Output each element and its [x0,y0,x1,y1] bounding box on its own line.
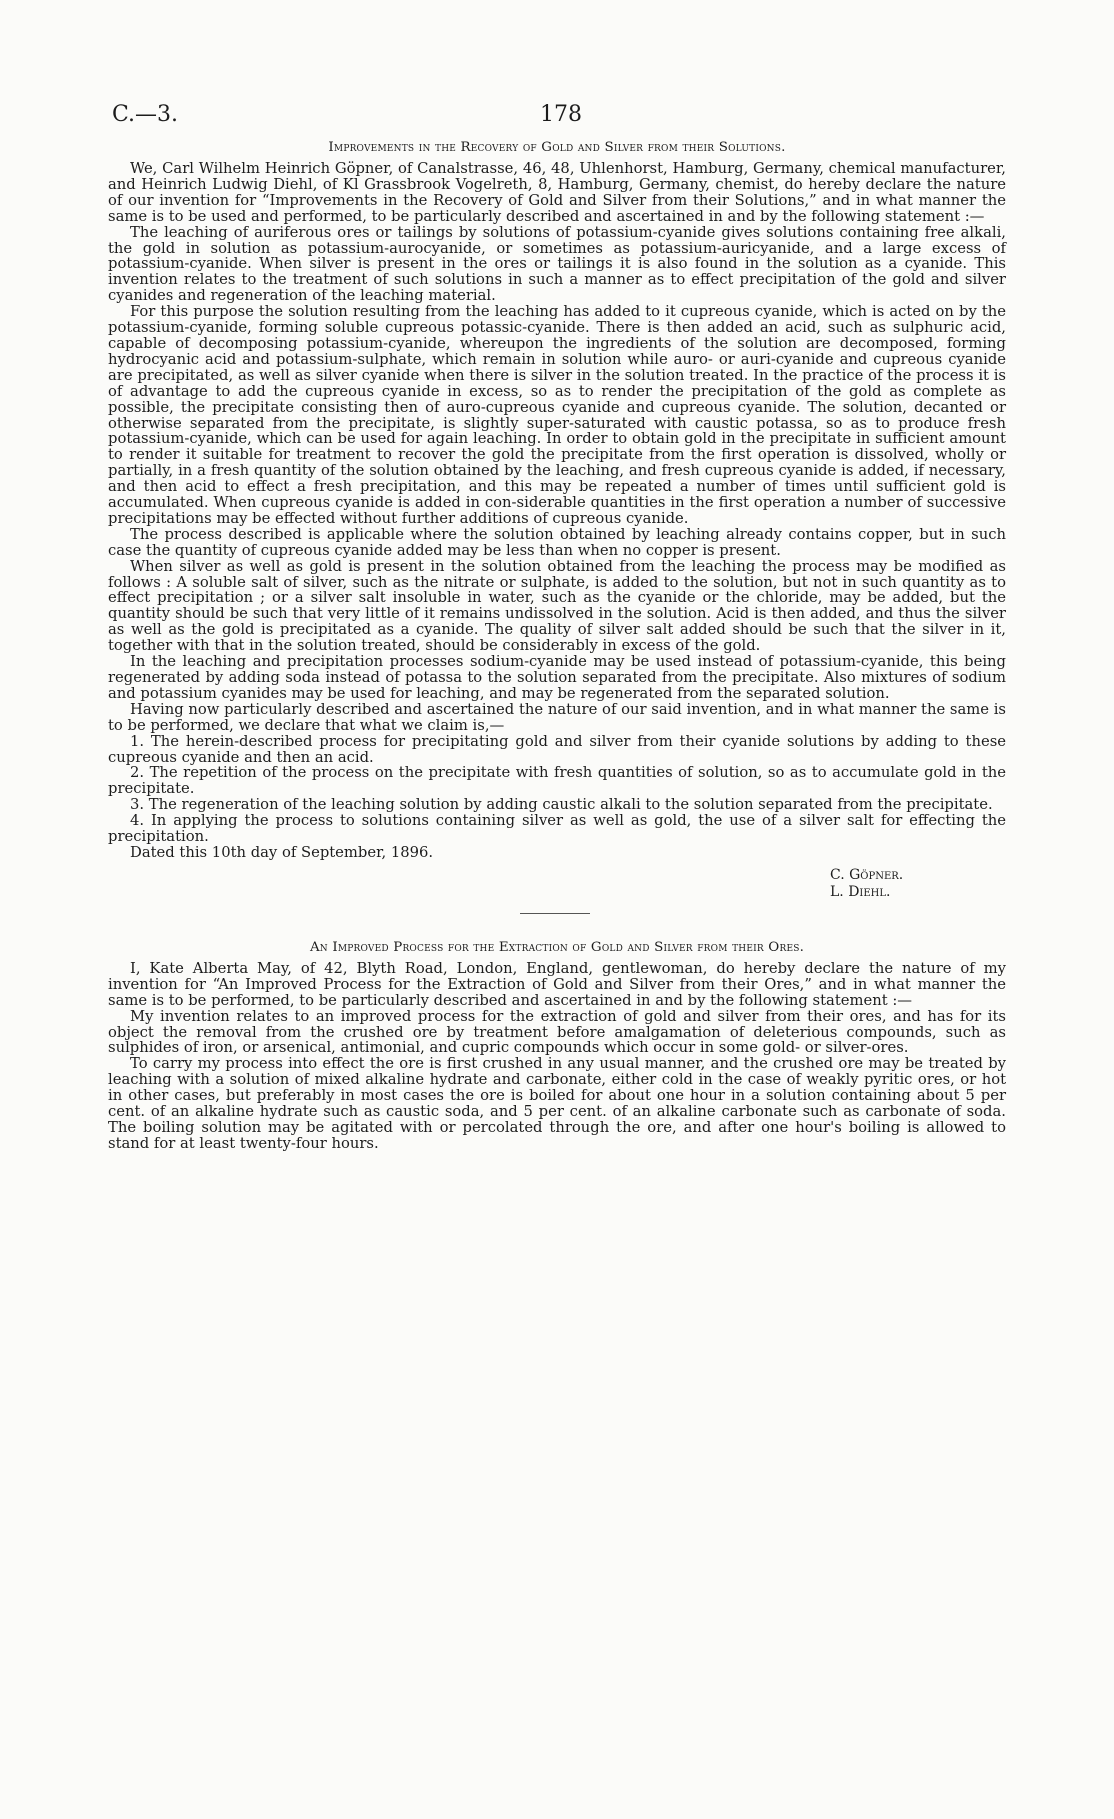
section-body-recovery [108,161,1006,861]
signature-block [830,867,1006,901]
paragraph: I, Kate Alberta May, of 42, Blyth Road, London, England, gentlewoman, do hereby declare the nature of my invention for “An Improved Process for the Extraction of Gold and Silver from their Ores,” and in what manner the same is to be performed, to be particularly described and ascertained in and by the following statement :— [108,959,1006,1009]
running-header [108,96,1006,130]
section-body-extraction [108,961,1006,1152]
paragraph: To carry my process into effect the ore is first crushed in any usual manner, and the crushed ore may be treated by leaching with a solution of mixed alkaline hydrate and carbonate, either cold in the case of weakly pyritic ores, or hot in other cases, but preferably in most cases the ore is boiled for about one hour in a solution containing about 5 per cent. of an alkaline hydrate such as caustic soda, and 5 per cent. of an alkaline carbonate such as carbonate of soda. The boiling solution may be agitated with or percolated through the ore, and after one hour's boiling is allowed to stand for at least twenty-four hours. [108,1055,1006,1152]
signer-name: L. Diehl. [830,883,891,900]
paragraph: When silver as well as gold is present in the solution obtained from the leaching the process may be modified as follows : A soluble salt of silver, such as the nitrate or sulphate, is added to the solution, but not in such quantity as to effect precipitation ; or a silver salt insoluble in water, such as the cyanide or the chloride, may be added, but the quantity should be such that very little of it remains undissolved in the solution. Acid is then added, and thus the silver as well as the gold is precipitated as a cyanide. The quality of silver salt added should be such that the silver in it, together with that in the solution treated, should be considerably in excess of the gold. [108,557,1006,655]
section-title-extraction: An Improved Process for the Extraction of Gold and Silver from their Ores. [309,939,805,955]
claim-item: 2. The repetition of the process on the precipitate with fresh quantities of solution, so as to accumulate gold in the precipitate. [108,764,1006,798]
paragraph: We, Carl Wilhelm Heinrich Göpner, of Canalstrasse, 46, 48, Uhlenhorst, Hamburg, Germany, chemical manufacturer, and Heinrich Ludwig Diehl, of Kl Grassbrook Vogelreth, 8, Hamburg, Germany, chemist, do hereby declare the nature of our invention for “Improvements in the Recovery of Gold and Silver from their Solutions,” and in what manner the same is to be used and performed, to be particularly described and ascertained in and by the following statement :— [108,160,1006,225]
claim-item: 4. In applying the process to solutions containing silver as well as gold, the use of a silver salt for effecting the precipitation. [108,812,1006,846]
paragraph: The leaching of auriferous ores or tailings by solutions of potassium-cyanide gives solutions containing free alkali, the gold in solution as potassium-aurocyanide, or sometimes as potassium-auricyanide, and a large excess of potassium-cyanide. When silver is present in the ores or tailings it is also found in the solution as a cyanide. This invention relates to the treatment of such solutions in such a manner as to effect precipitation of the gold and silver cyanides and regeneration of the leaching material. [108,223,1006,305]
document-reference: C.—3. [112,102,179,127]
signer-name: C. Göpner. [830,866,904,883]
claim-item: 3. The regeneration of the leaching solution by adding caustic alkali to the solution separated from the precipitate. [130,796,993,814]
section-divider [520,913,590,914]
paragraph: In the leaching and precipitation processes sodium-cyanide may be used instead of potassium-cyanide, this being regenerated by adding soda instead of potassa to the solution separated from the precipitate. Also mixtures of sodium and potassium cyanides may be used for leaching, and may be regenerated from the separated solution. [108,653,1006,702]
paragraph: My invention relates to an improved process for the extraction of gold and silver from their ores, and has for its object the removal from the crushed ore by treatment before amalgamation of deleterious compounds, such as sulphides of iron, or arsenical, antimonial, and cupric compounds which occur in some gold- or silver-ores. [108,1007,1006,1057]
dated-line: Dated this 10th day of September, 1896. [130,843,434,861]
claim-item: 1. The herein-described process for precipitating gold and silver from their cyanide solutions by adding to these cupreous cyanide and then an acid. [108,732,1006,766]
document-page [108,96,1006,1152]
paragraph: Having now particularly described and ascertained the nature of our said invention, and in what manner the same is to be performed, we declare that what we claim is,— [108,700,1006,734]
section-title-recovery: Improvements in the Recovery of Gold and Silver from their Solutions. [328,140,786,155]
paragraph: The process described is applicable where the solution obtained by leaching already contains copper, but in such case the quantity of cupreous cyanide added may be less than when no copper is present. [108,525,1006,559]
page-number: 178 [540,102,582,127]
paragraph: For this purpose the solution resulting from the leaching has added to it cupreous cyanide, which is acted on by the potassium-cyanide, forming soluble cupreous potassic-cyanide. There is then added an acid, such as sulphuric acid, capable of decomposing potassium-cyanide, whereupon the ingredients of the solution are decomposed, forming hydrocyanic acid and potassium-sulphate, which remain in solution while auro- or auri-cyanide and cupreous cyanide are precipitated, as well as silver cyanide when there is silver in the solution treated. In the practice of the process it is of advantage to add the cupreous cyanide in excess, so as to render the precipitation of the gold as complete as possible, the precipitate consisting then of auro-cupreous cyanide and cupreous cyanide. The solution, decanted or otherwise separated from the precipitate, is slightly super-saturated with caustic potassa, so as to produce fresh potassium-cyanide, which can be used for again leaching. In order to obtain gold in the precipitate in sufficient amount to render it suitable for treatment to recover the gold the precipitate from the first operation is dissolved, wholly or partially, in a fresh quantity of the solution obtained by the leaching, and fresh cupreous cyanide is added, if necessary, and then acid to effect a fresh precipitation, and this may be repeated a number of times until sufficient gold is accumulated. When cupreous cyanide is added in con-siderable quantities in the first operation a number of successive precipitations may be effected without further additions of cupreous cyanide. [108,303,1006,527]
